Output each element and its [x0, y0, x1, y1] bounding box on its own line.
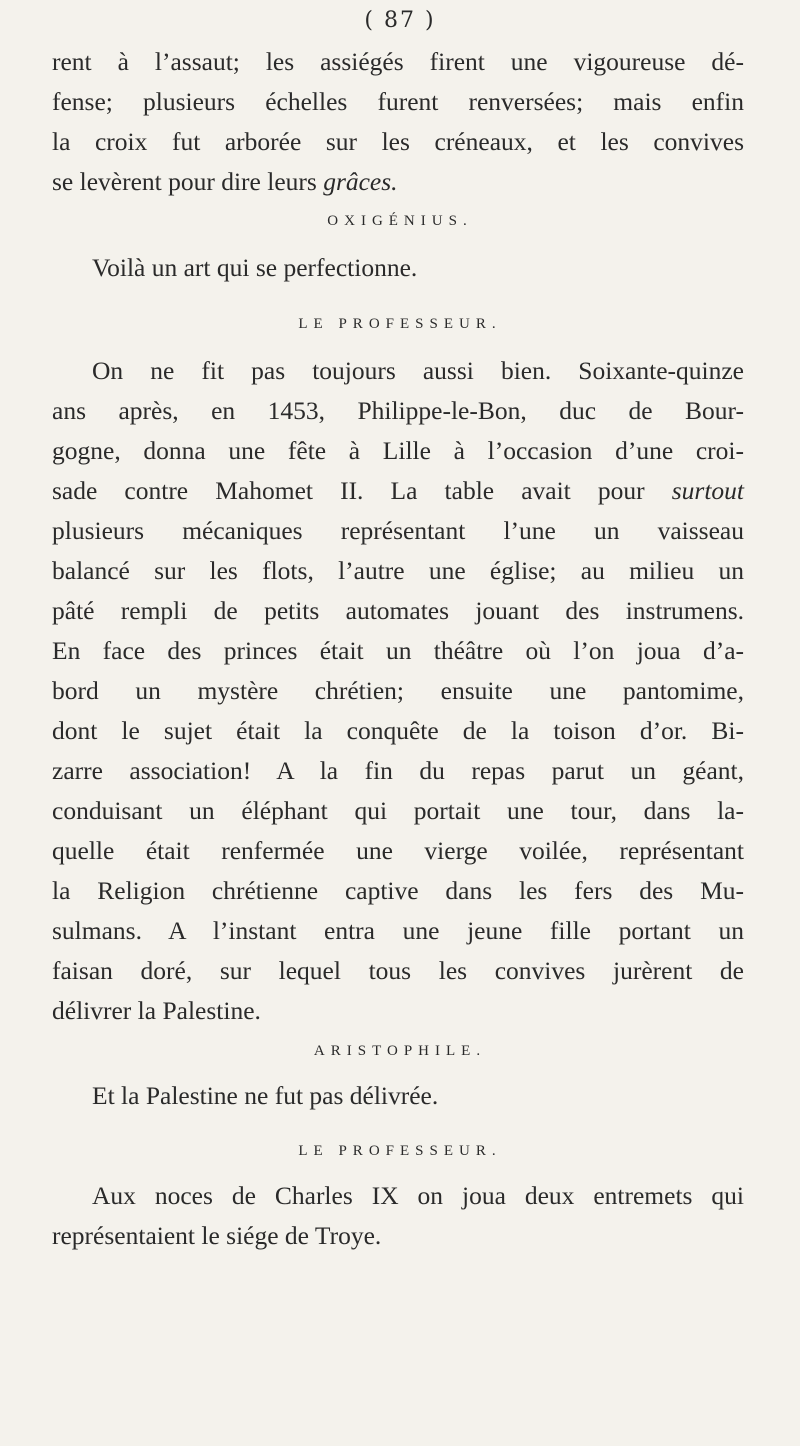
text-line: dont le sujet était la conquête de la toison d’or. Bi- — [52, 716, 744, 745]
paragraph-5 — [52, 1176, 744, 1256]
text-line: la Religion chrétienne captive dans les fers des Mu- — [52, 876, 744, 905]
page-number: ( 87 ) — [364, 8, 436, 33]
text-line: Et la Palestine ne fut pas délivrée. — [92, 1081, 439, 1110]
text-line: délivrer la Palestine. — [52, 996, 261, 1025]
text-line: la croix fut arborée sur les créneaux, et les convives — [52, 127, 744, 156]
italic-word: grâces. — [323, 167, 398, 196]
text-line — [52, 162, 744, 202]
text-line: Aux noces de Charles IX on joua deux entremets qui — [92, 1181, 744, 1210]
text-line: pâté rempli de petits automates jouant des instrumens. — [52, 596, 744, 625]
text-line: ans après, en 1453, Philippe-le-Bon, duc de Bour- — [52, 396, 744, 425]
speaker-heading: ARISTOPHILE. — [313, 1043, 487, 1059]
paragraph-3 — [52, 351, 744, 1031]
text-line: rent à l’assaut; les assiégés firent une vigoureuse dé- — [52, 47, 744, 76]
text-line: On ne fit pas toujours aussi bien. Soixante-quinze — [92, 356, 744, 385]
speaker-heading: OXIGÉNIUS. — [327, 213, 473, 229]
text-line: représentaient le siége de Troye. — [52, 1221, 382, 1250]
speaker-heading: LE PROFESSEUR. — [298, 1143, 502, 1159]
text-line: balancé sur les flots, l’autre une église; au milieu un — [52, 556, 744, 585]
speaker-heading: LE PROFESSEUR. — [298, 316, 502, 332]
text-line: bord un mystère chrétien; ensuite une pantomime, — [52, 676, 744, 705]
text-line: quelle était renfermée une vierge voilée, représentant — [52, 836, 744, 865]
text-line — [52, 471, 744, 511]
text-line: Voilà un art qui se perfectionne. — [92, 253, 418, 282]
text-line: fense; plusieurs échelles furent renversées; mais enfin — [52, 87, 744, 116]
text-line: conduisant un éléphant qui portait une tour, dans la- — [52, 796, 744, 825]
text-line: plusieurs mécaniques représentant l’une un vaisseau — [52, 516, 744, 545]
text-span: sade contre Mahomet II. La table avait pour — [52, 476, 672, 505]
text-line: faisan doré, sur lequel tous les convives jurèrent de — [52, 956, 744, 985]
paragraph-1 — [52, 42, 744, 202]
text-line: zarre association! A la fin du repas parut un géant, — [52, 756, 744, 785]
paragraph-4 — [92, 1076, 744, 1116]
text-line: En face des princes était un théâtre où l’on joua d’a- — [52, 636, 744, 665]
italic-word: surtout — [671, 476, 744, 505]
paragraph-2 — [92, 248, 744, 288]
text-span: se levèrent pour dire leurs — [52, 167, 324, 196]
text-line: sulmans. A l’instant entra une jeune fille portant un — [52, 916, 744, 945]
text-line: gogne, donna une fête à Lille à l’occasion d’une croi- — [52, 436, 744, 465]
